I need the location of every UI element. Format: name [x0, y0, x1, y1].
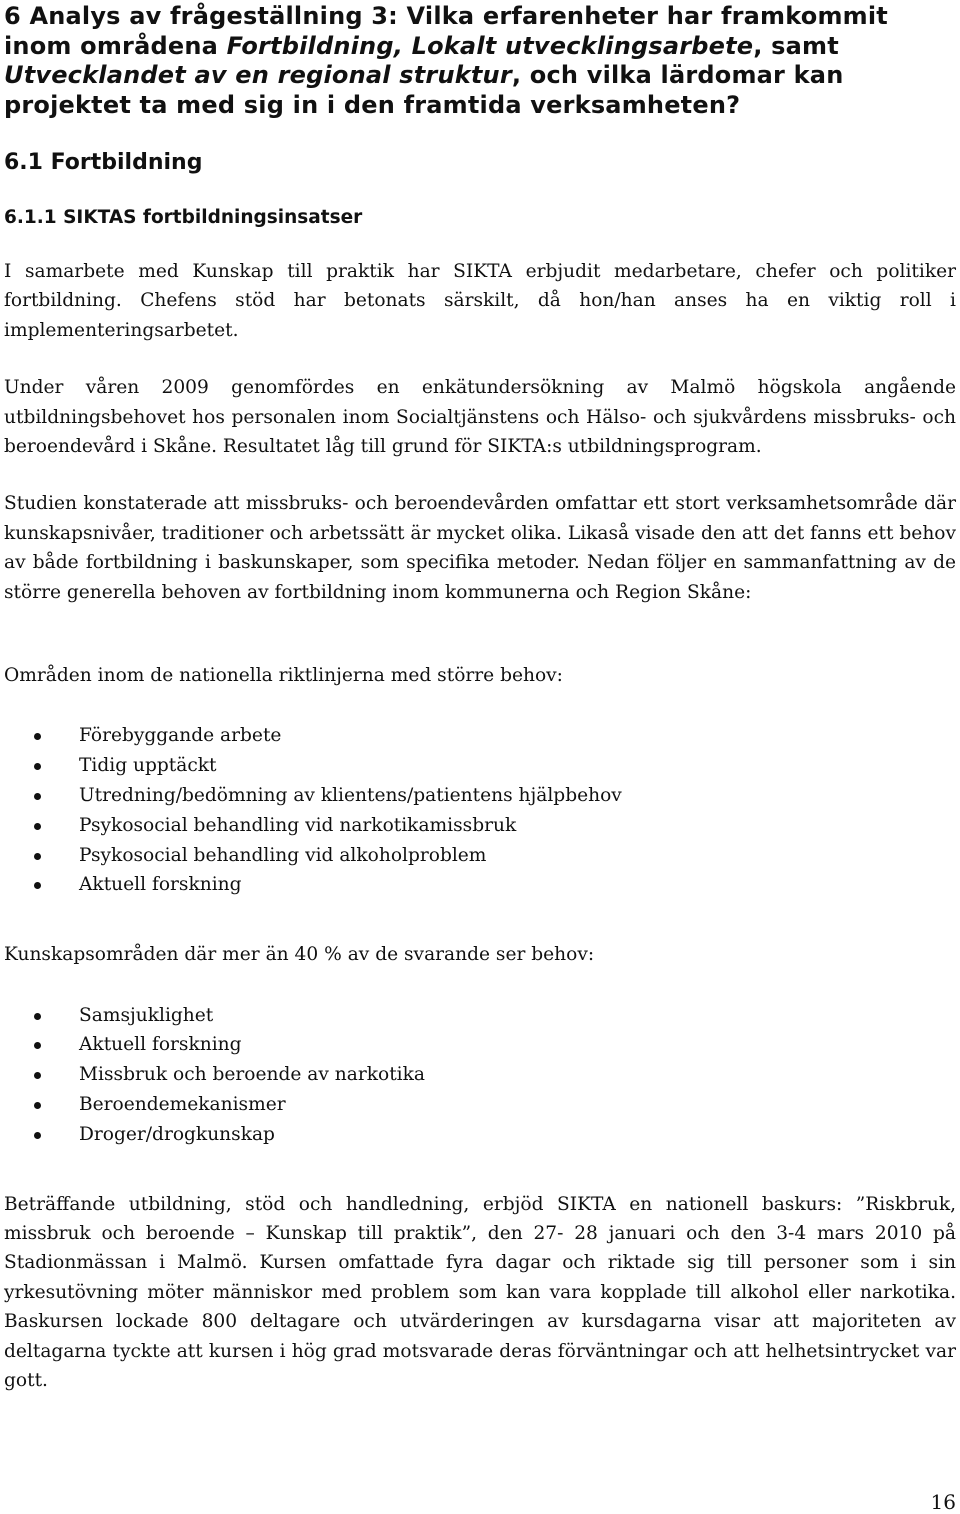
- list-2-label: Kunskapsområden där mer än 40 % av de svarande ser behov:: [4, 944, 595, 966]
- chapter-heading-italic-2: Utvecklandet av en regional struktur: [4, 61, 512, 89]
- bullet-icon: [34, 1132, 41, 1139]
- list-item: [4, 811, 956, 841]
- bullet-icon: [34, 882, 41, 889]
- chapter-heading: [4, 0, 956, 120]
- list-item: [4, 1060, 956, 1090]
- list-item: [4, 781, 956, 811]
- knowledge-areas-list: [4, 1001, 956, 1150]
- bullet-icon: [34, 1042, 41, 1049]
- paragraph-2: Under våren 2009 genomfördes en enkätundersökning av Malmö högskola angående utbildningsbehovet hos personalen inom Socialtjänstens och Hälso- och sjukvårdens missbruks- och beroendevård i Skåne. Resultatet låg till grund för SIKTA:s utbildningsprogram.: [4, 377, 956, 458]
- list-item-text: Aktuell forskning: [79, 1034, 242, 1056]
- list-item: [4, 1120, 956, 1150]
- list-item: [4, 1090, 956, 1120]
- bullet-icon: [34, 1013, 41, 1020]
- document-page: [4, 0, 956, 1395]
- list-item: [4, 841, 956, 871]
- chapter-heading-text-2: , samt: [753, 31, 839, 60]
- bullet-icon: [34, 793, 41, 800]
- needs-list: [4, 721, 956, 900]
- bullet-icon: [34, 853, 41, 860]
- list-item-text: Droger/drogkunskap: [79, 1123, 275, 1145]
- paragraph-3: Studien konstaterade att missbruks- och beroendevården omfattar ett stort verksamhetsområde där kunskapsnivåer, traditioner och arbetssätt är mycket olika. Likaså visade den att det fanns ett behov av både fortbildning i baskunskaper, som specifika metoder. Nedan följer en sammanfattning av de större generella behoven av fortbildning inom kommunerna och Region Skåne:: [4, 493, 956, 603]
- chapter-heading-text-3: , och vilka lärdomar kan projektet ta med sig in i den framtida verksamheten?: [4, 61, 844, 119]
- bullet-icon: [34, 763, 41, 770]
- chapter-heading-italic-1: Fortbildning, Lokalt utvecklingsarbete: [226, 31, 754, 60]
- chapter-heading-text: 6 Analys av frågeställning 3: Vilka erfarenheter har framkommit inom områdena: [4, 2, 888, 60]
- section-heading: 6.1 Fortbildning: [4, 150, 203, 175]
- bullet-icon: [34, 733, 41, 740]
- bullet-icon: [34, 823, 41, 830]
- list-1-label: Områden inom de nationella riktlinjerna med större behov:: [4, 665, 563, 687]
- page-number: 16: [930, 1490, 956, 1514]
- list-item-text: Utredning/bedömning av klientens/patientens hjälpbehov: [79, 785, 622, 807]
- paragraph-1: I samarbete med Kunskap till praktik har SIKTA erbjudit medarbetare, chefer och politiker fortbildning. Chefens stöd har betonats särskilt, då hon/han anses ha en viktig roll i implementeringsarbetet.: [4, 261, 956, 341]
- list-item-text: Psykosocial behandling vid alkoholproblem: [79, 844, 487, 866]
- list-item: [4, 1001, 956, 1031]
- list-item-text: Psykosocial behandling vid narkotikamissbruk: [79, 814, 517, 836]
- bullet-icon: [34, 1102, 41, 1109]
- list-item-text: Beroendemekanismer: [79, 1094, 286, 1116]
- subsection-heading: 6.1.1 SIKTAS fortbildningsinsatser: [4, 207, 363, 228]
- bullet-icon: [34, 1072, 41, 1079]
- list-item: [4, 870, 956, 900]
- list-item: [4, 721, 956, 751]
- list-item: [4, 751, 956, 781]
- list-item-text: Samsjuklighet: [79, 1004, 214, 1026]
- list-item: [4, 1030, 956, 1060]
- list-item-text: Förebyggande arbete: [79, 725, 282, 747]
- list-item-text: Missbruk och beroende av narkotika: [79, 1064, 425, 1086]
- list-item-text: Aktuell forskning: [79, 874, 242, 896]
- closing-paragraph: Beträffande utbildning, stöd och handledning, erbjöd SIKTA en nationell baskurs: ”Riskbruk, missbruk och beroende – Kunskap till praktik”, den 27- 28 januari och den 3-4 mars 2010 på Stadionmässan i Malmö. Kursen omfattade fyra dagar och riktade sig till personer som i sin yrkesutövning möter människor med problem som kan vara kopplade till alkohol eller narkotika. Baskursen lockade 800 deltagare och utvärderingen av kursdagarna visar att majoriteten av deltagarna tyckte att kursen i hög grad motsvarade deras förväntningar och att helhetsintrycket var gott.: [4, 1193, 956, 1392]
- list-item-text: Tidig upptäckt: [79, 755, 217, 777]
